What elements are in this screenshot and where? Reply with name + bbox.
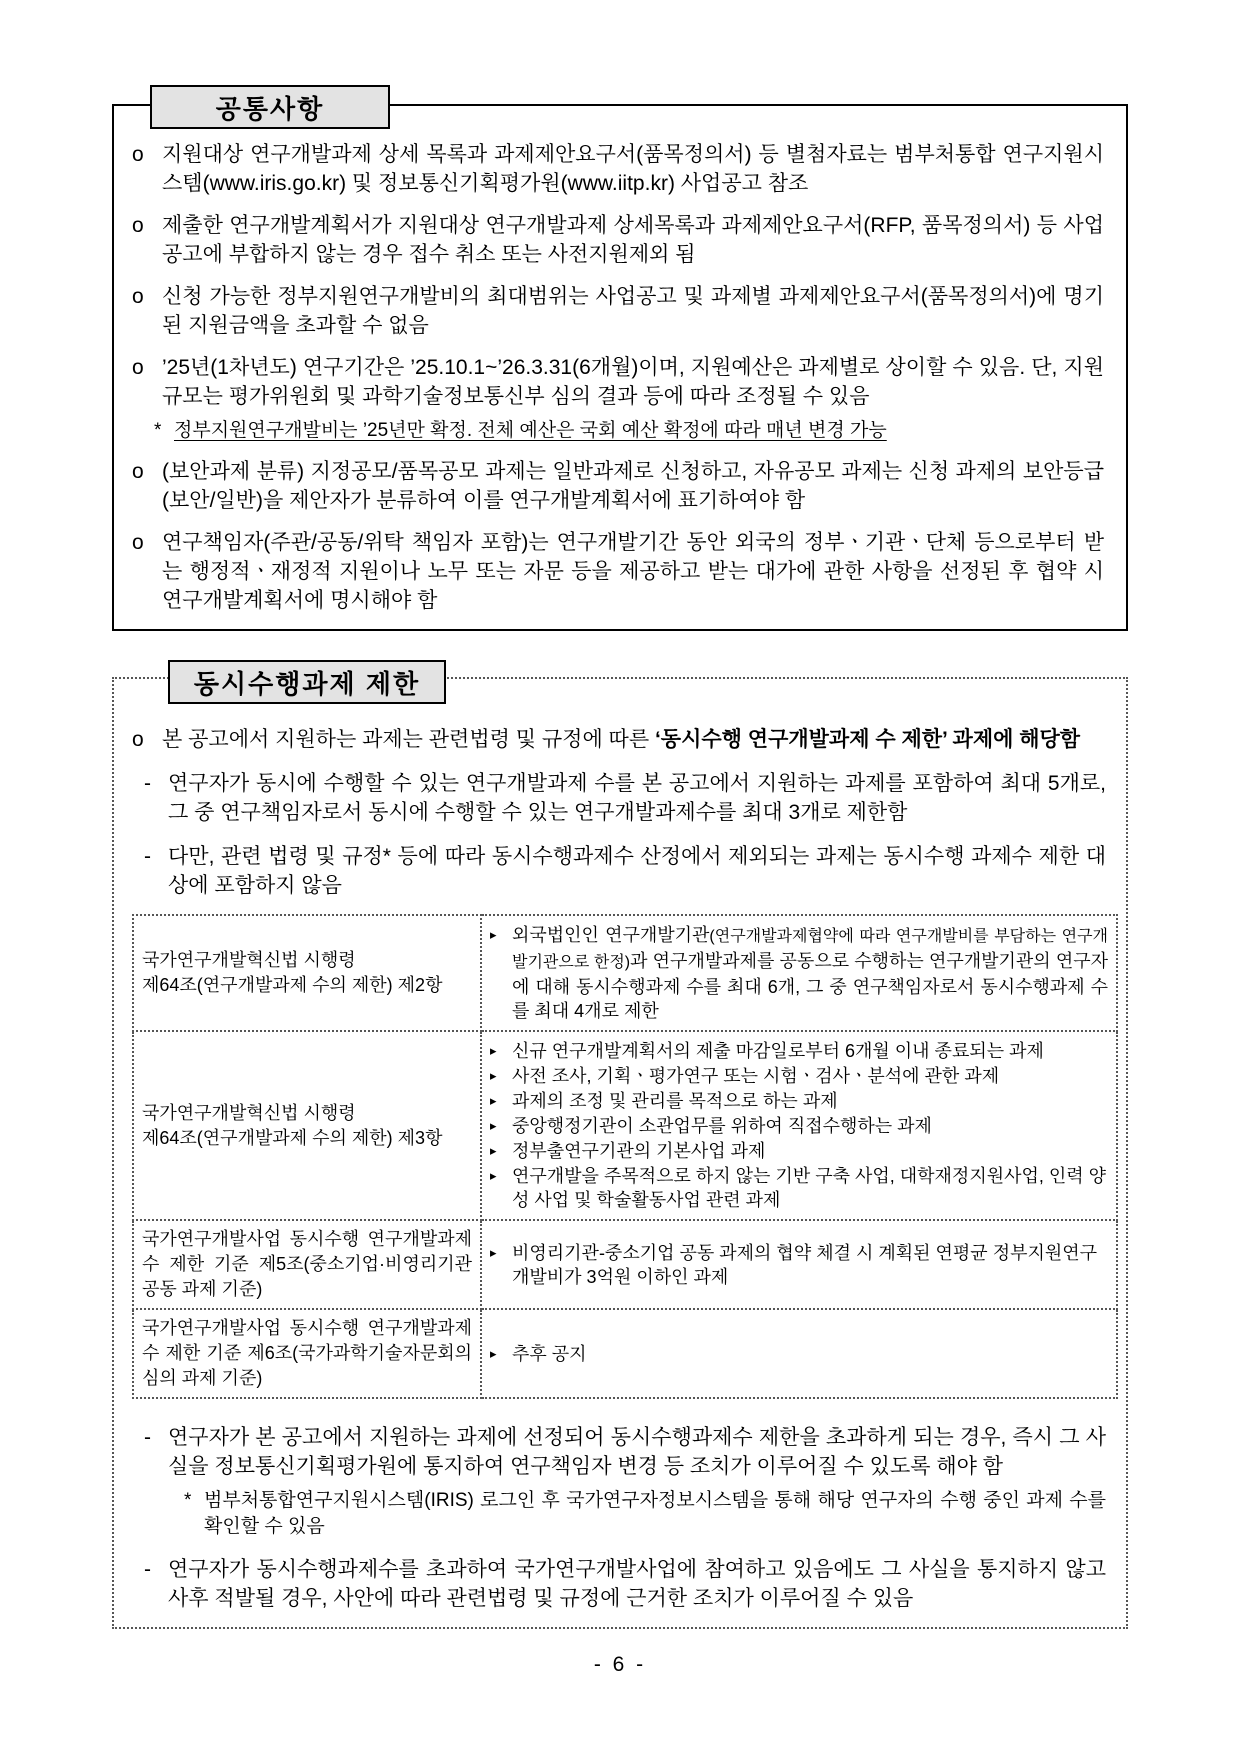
notice-text: ’25년(1차년도) 연구기간은 ’25.10.1~’26.3.31(6개월)이며, 지원예산은 과제별로 상이할 수 있음. 단, 지원규모는 평가위원회 및 과학기술정보통신부 심의 결과 등에 따라 조정될 수 있음 [162, 356, 1104, 408]
notice-item [132, 282, 1104, 340]
page-number: - 6 - [593, 1653, 647, 1676]
section-concurrent-limit [112, 668, 1128, 1629]
table-cell-criteria [481, 1220, 1117, 1309]
circle-bullet-icon: o [132, 143, 144, 166]
asterisk-icon: * [154, 420, 162, 441]
table-row [133, 1220, 1117, 1309]
table-row [133, 1309, 1117, 1398]
limit-sub-text: 연구자가 동시수행과제수를 초과하여 국가연구개발사업에 참여하고 있음에도 그 사실을 통지하지 않고 사후 적발될 경우, 사안에 따라 관련법령 및 규정에 근거한 조치가 이루어질 수 있음 [168, 1558, 1106, 1610]
table-cell-legal-basis [133, 915, 481, 1031]
circle-bullet-icon: o [132, 214, 144, 237]
dash-bullet-icon: - [144, 1426, 151, 1449]
criteria-bullet [490, 1039, 1108, 1063]
notice-text: (보안과제 분류) 지정공모/품목공모 과제는 일반과제로 신청하고, 자유공모 과제는 신청 과제의 보안등급(보안/일반)을 제안자가 분류하여 이를 연구개발계획서에 표기하여야 함 [162, 460, 1104, 512]
notice-item [132, 211, 1104, 269]
notice-text: 연구책임자(주관/공동/위탁 책임자 포함)는 연구개발기간 동안 외국의 정부ㆍ기관ㆍ단체 등으로부터 받는 행정적ㆍ재정적 지원이나 노무 또는 자문 등을 제공하고 받는 대가에 관한 사항을 선정된 후 협약 시 연구개발계획서에 명시해야 함 [162, 531, 1104, 612]
triangle-bullet-icon: ▸ [490, 1118, 497, 1133]
triangle-bullet-icon: ▸ [490, 1093, 497, 1108]
criteria-text: 비영리기관-중소기업 공동 과제의 협약 체결 시 계획된 연평균 정부지원연구개발비가 3억원 이하인 과제 [512, 1242, 1098, 1287]
criteria-bullet [490, 1241, 1108, 1289]
legal-basis-line: 국가연구개발혁신법 시행령 [142, 1102, 356, 1123]
circle-bullet-icon: o [132, 285, 144, 308]
triangle-bullet-icon: ▸ [490, 1068, 497, 1083]
limit-sub-text: 연구자가 본 공고에서 지원하는 과제에 선정되어 동시수행과제수 제한을 초과하게 되는 경우, 즉시 그 사실을 정보통신기획평가원에 통지하여 연구책임자 변경 등 조치가 이루어질 수 있도록 해야 함 [168, 1426, 1106, 1478]
table-row [133, 1031, 1117, 1220]
dash-bullet-icon: - [144, 1558, 151, 1581]
notice-item [132, 457, 1104, 515]
limit-sub-item [144, 1555, 1106, 1613]
footnote-item [184, 1488, 1106, 1540]
legal-basis-line: 제64조(연구개발과제 수의 제한) 제3항 [142, 1127, 443, 1148]
triangle-bullet-icon: ▸ [490, 1143, 497, 1158]
table-cell-legal-basis [133, 1031, 481, 1220]
criteria-bullet [490, 1064, 1108, 1088]
criteria-small: (연구개발과제협약에 따라 연구개발비를 부담하는 연구개발기관으로 한정) [512, 928, 1108, 971]
section-limit-title: 동시수행과제 제한 [168, 660, 446, 704]
triangle-bullet-icon: ▸ [490, 1168, 497, 1183]
criteria-text: 신규 연구개발계획서의 제출 마감일로부터 6개월 이내 종료되는 과제 [512, 1041, 1044, 1061]
table-cell-criteria [481, 915, 1117, 1031]
criteria-bullet [490, 1089, 1108, 1113]
asterisk-icon: * [184, 1490, 192, 1511]
table-cell-legal-basis [133, 1220, 481, 1309]
table-cell-criteria [481, 1309, 1117, 1398]
footnote-text: 정부지원연구개발비는 ’25년만 확정. 전체 예산은 국회 예산 확정에 따라 매년 변경 가능 [174, 420, 887, 441]
criteria-text: 중앙행정기관이 소관업무를 위하여 직접수행하는 과제 [512, 1116, 932, 1136]
notice-text: 제출한 연구개발계획서가 지원대상 연구개발과제 상세목록과 과제제안요구서(RFP, 품목정의서) 등 사업공고에 부합하지 않는 경우 접수 취소 또는 사전지원제외 됨 [162, 214, 1104, 266]
criteria-rest: 과 연구개발과제를 공동으로 수행하는 연구개발기관의 연구자에 대해 동시수행과제 수를 최대 6개, 그 중 연구책임자로서 동시수행과제 수를 최대 4개로 제한 [512, 951, 1108, 1021]
criteria-bullet [490, 1342, 1108, 1366]
criteria-bullet [490, 1164, 1108, 1212]
circle-bullet-icon: o [132, 531, 144, 554]
limit-intro-normal: 본 공고에서 지원하는 과제는 관련법령 및 규정에 따른 [162, 728, 655, 751]
limit-intro-text [162, 725, 1106, 754]
notice-item [132, 353, 1104, 411]
notice-item [132, 140, 1104, 198]
legal-basis-line: 국가연구개발사업 동시수행 연구개발과제 수 제한 기준 제5조(중소기업·비영리기관 공동 과제 기준) [142, 1229, 472, 1299]
criteria-text: 연구개발을 주목적으로 하지 않는 기반 구축 사업, 대학재정지원사업, 인력 양성 사업 및 학술활동사업 관련 과제 [512, 1166, 1107, 1210]
footnote-text: 범부처통합연구지원시스템(IRIS) 로그인 후 국가연구자정보시스템을 통해 해당 연구자의 수행 중인 과제 수를 확인할 수 있음 [204, 1490, 1106, 1537]
notice-text: 지원대상 연구개발과제 상세 목록과 과제제안요구서(품목정의서) 등 별첨자료는 범부처통합 연구지원시스템(www.iris.go.kr) 및 정보통신기획평가원(www.iitp.kr) 사업공고 참조 [162, 143, 1104, 195]
criteria-bullet [490, 923, 1108, 1023]
legal-basis-line: 제64조(연구개발과제 수의 제한) 제2항 [142, 975, 443, 995]
circle-bullet-icon: o [132, 356, 144, 379]
limit-intro [132, 725, 1106, 754]
limit-sub-text: 다만, 관련 법령 및 규정* 등에 따라 동시수행과제수 산정에서 제외되는 과제는 동시수행 과제수 제한 대상에 포함하지 않음 [168, 845, 1106, 897]
legal-basis-line: 국가연구개발혁신법 시행령 [142, 950, 356, 970]
triangle-bullet-icon: ▸ [490, 927, 497, 942]
circle-bullet-icon: o [132, 728, 144, 751]
circle-bullet-icon: o [132, 460, 144, 483]
legal-basis-line: 국가연구개발사업 동시수행 연구개발과제 수 제한 기준 제6조(국가과학기술자문회의 심의 과제 기준) [142, 1318, 472, 1388]
triangle-bullet-icon: ▸ [490, 1043, 497, 1058]
criteria-text [512, 923, 1108, 1023]
section-common-title: 공통사항 [150, 85, 390, 129]
table-row [133, 915, 1117, 1031]
criteria-text: 과제의 조정 및 관리를 목적으로 하는 과제 [512, 1091, 838, 1111]
table-cell-legal-basis [133, 1309, 481, 1398]
footnote-item [154, 418, 1104, 444]
limit-sub-item [144, 769, 1106, 827]
criteria-text: 추후 공지 [512, 1343, 587, 1364]
criteria-bullet [490, 1139, 1108, 1163]
limit-sub-text: 연구자가 동시에 수행할 수 있는 연구개발과제 수를 본 공고에서 지원하는 과제를 포함하여 최대 5개로, 그 중 연구책임자로서 동시에 수행할 수 있는 연구개발과제수를 최대 3개로 제한함 [168, 772, 1106, 824]
dash-bullet-icon: - [144, 845, 151, 868]
section-common-notes [112, 93, 1128, 631]
notice-text: 신청 가능한 정부지원연구개발비의 최대범위는 사업공고 및 과제별 과제제안요구서(품목정의서)에 명기된 지원금액을 초과할 수 없음 [162, 285, 1104, 337]
criteria-text: 정부출연구기관의 기본사업 과제 [512, 1141, 766, 1161]
criteria-text: 사전 조사, 기획ㆍ평가연구 또는 시험ㆍ검사ㆍ분석에 관한 과제 [512, 1066, 1000, 1086]
criteria-lead: 외국법인인 연구개발기관 [512, 925, 710, 945]
triangle-bullet-icon: ▸ [490, 1244, 497, 1260]
limit-sub-item [144, 1423, 1106, 1481]
exclusion-table [132, 914, 1118, 1399]
limit-sub-item [144, 842, 1106, 900]
table-cell-criteria [481, 1031, 1117, 1220]
limit-intro-bold: ‘동시수행 연구개발과제 수 제한’ 과제에 해당함 [654, 728, 1081, 751]
criteria-bullet [490, 1114, 1108, 1138]
triangle-bullet-icon: ▸ [490, 1345, 497, 1361]
dash-bullet-icon: - [144, 772, 151, 795]
notice-item [132, 528, 1104, 615]
